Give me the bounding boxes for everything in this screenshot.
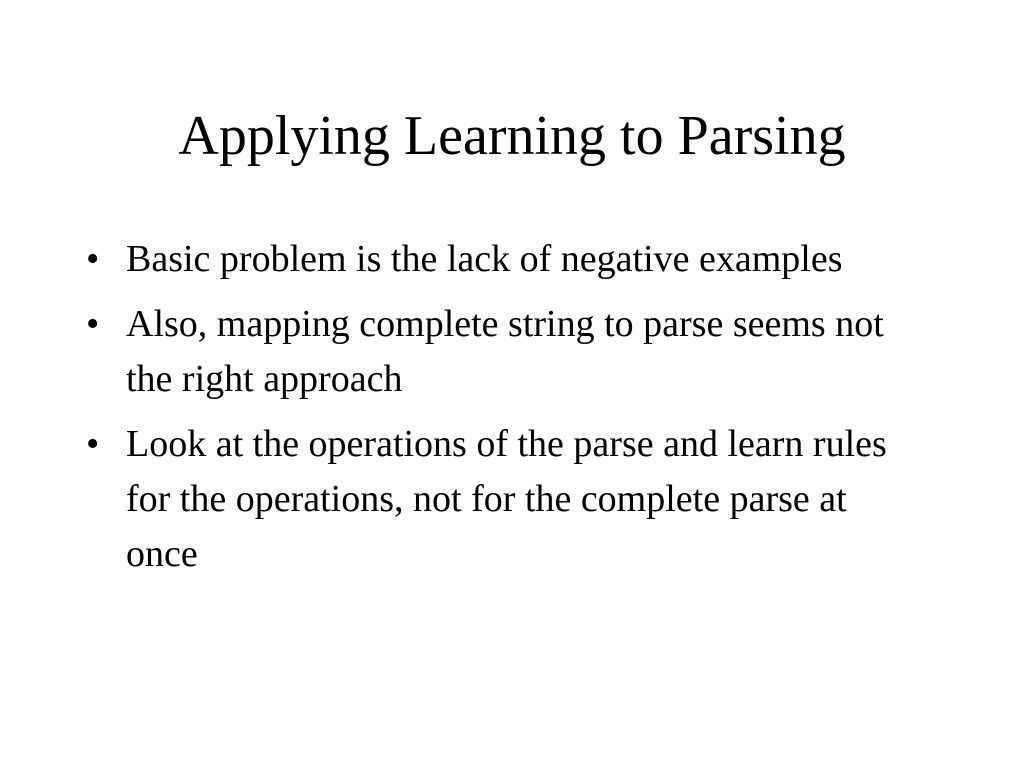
bullet-dot-icon: • [86,423,100,465]
slide-title: Applying Learning to Parsing [178,105,846,167]
bullet-text: Also, mapping complete string to parse seems not the right approach [126,303,884,400]
bullet-item [86,417,916,582]
bullet-dot-icon: • [86,238,100,280]
bullet-item [86,297,916,407]
bullet-item [86,232,916,287]
bullet-list [86,232,916,592]
bullet-text: Basic problem is the lack of negative examples [126,238,843,280]
bullet-text: Look at the operations of the parse and learn rules for the operations, not for the complete parse at once [126,423,887,575]
bullet-dot-icon: • [86,303,100,345]
